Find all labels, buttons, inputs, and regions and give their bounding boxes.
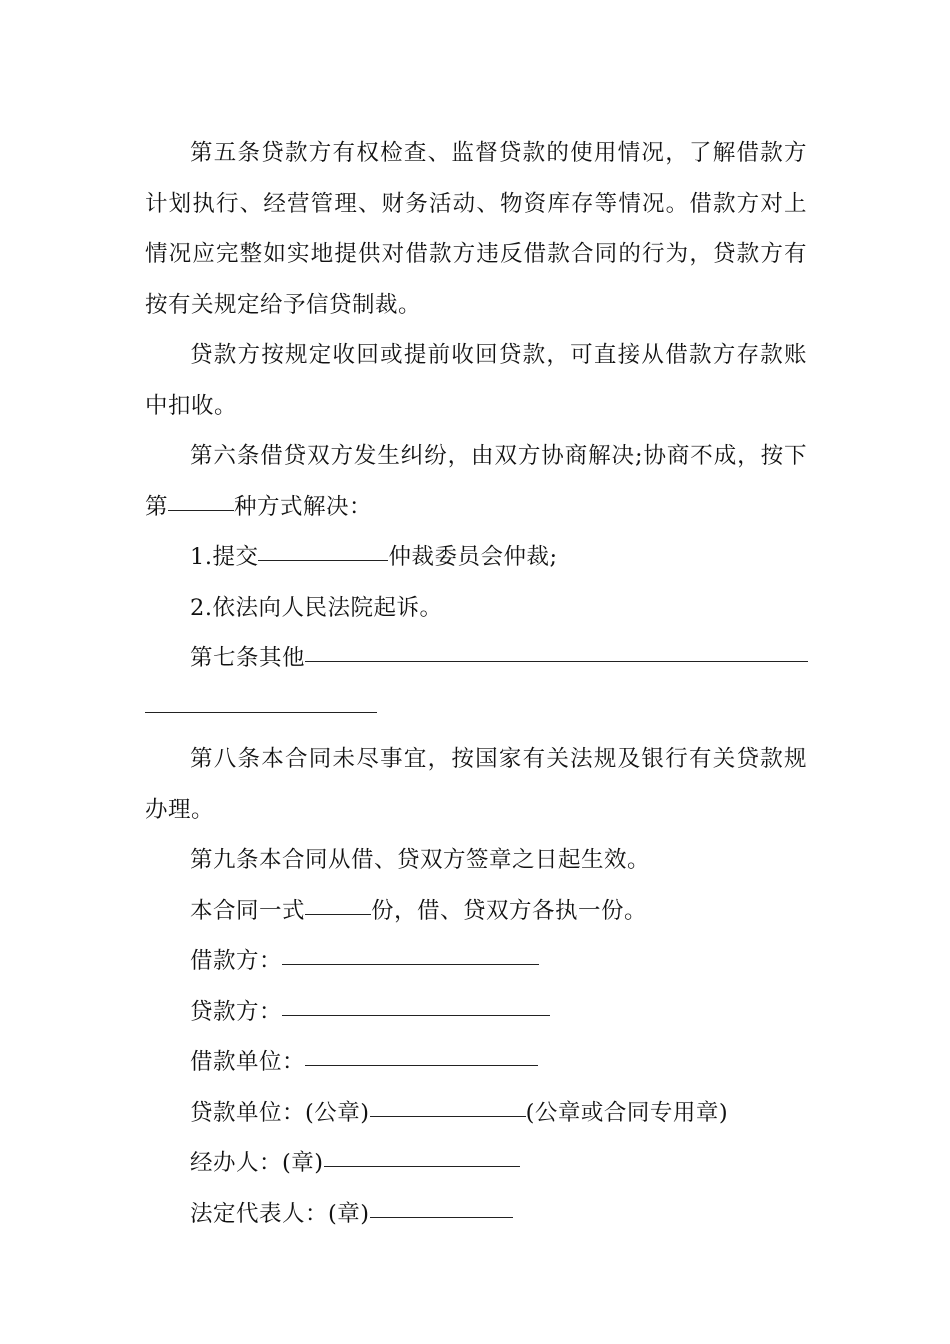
handler-blank [324,1165,520,1167]
article-5-line-4: 按有关规定给予信贷制裁。 [145,291,422,318]
arbitration-committee-blank [258,559,388,561]
handler-label: 经办人：(章) [190,1150,324,1176]
article-6-line-1: 第六条借贷双方发生纠纷，由双方协商解决;协商不成，按下 [190,443,807,469]
article-7-label: 第七条其他 [190,645,306,671]
recover-line-2: 中扣收。 [145,392,238,419]
copies-line [145,886,807,937]
lender-unit-suffix: (公章或合同专用章) [525,1099,729,1126]
lender-unit-blank [370,1115,526,1117]
article-8-line-1: 第八条本合同未尽事宜，按国家有关法规及银行有关贷款规 [190,746,807,772]
borrower-signature-line [145,936,807,987]
article-7-line-2 [145,684,807,735]
copies-suffix: 份，借、贷双方各执一份。 [371,897,648,924]
legal-rep-label: 法定代表人：(章) [190,1200,370,1227]
article-5-line-1: 第五条贷款方有权检查、监督贷款的使用情况，了解借款方 [190,140,807,166]
lender-unit-prefix: 贷款单位：(公章) [190,1099,370,1126]
borrower-unit-line [145,1037,807,1088]
legal-rep-line [145,1189,807,1240]
handler-line [145,1138,807,1189]
option-1-prefix: 1.提交 [190,544,259,570]
lender-signature-line [145,987,807,1038]
article-6-option-1 [145,532,807,583]
article-8-line-2: 办理。 [145,796,215,823]
article-6-prefix: 第 [145,493,169,520]
borrower-unit-label: 借款单位： [190,1049,306,1075]
article-6-option-2: 2.依法向人民法院起诉。 [190,594,443,621]
borrower-unit-blank [305,1064,538,1066]
borrower-label: 借款方： [190,948,283,974]
option-1-suffix: 仲裁委员会仲裁; [388,544,558,570]
article-7-blank-2 [145,711,377,713]
recover-line-1: 贷款方按规定收回或提前收回贷款，可直接从借款方存款账 [190,342,807,368]
method-number-blank [168,509,234,511]
article-5-line-3: 情况应完整如实地提供对借款方违反借款合同的行为，贷款方有 [145,241,807,267]
copies-prefix: 本合同一式 [190,897,306,924]
article-6-suffix: 种方式解决： [234,493,373,520]
lender-label: 贷款方： [190,998,283,1025]
article-5-line-2: 计划执行、经营管理、财务活动、物资库存等情况。借款方对上 [145,190,807,217]
legal-rep-blank [370,1216,513,1218]
contract-body [145,128,807,1239]
article-9-line-1: 第九条本合同从借、贷双方签章之日起生效。 [190,847,651,873]
lender-blank [282,1014,550,1016]
article-7-blank-1 [305,660,808,662]
copies-count-blank [305,913,371,915]
lender-unit-line [145,1088,807,1139]
borrower-blank [282,963,539,965]
article-7-line-1 [145,633,807,684]
article-6-line-2 [145,482,807,533]
